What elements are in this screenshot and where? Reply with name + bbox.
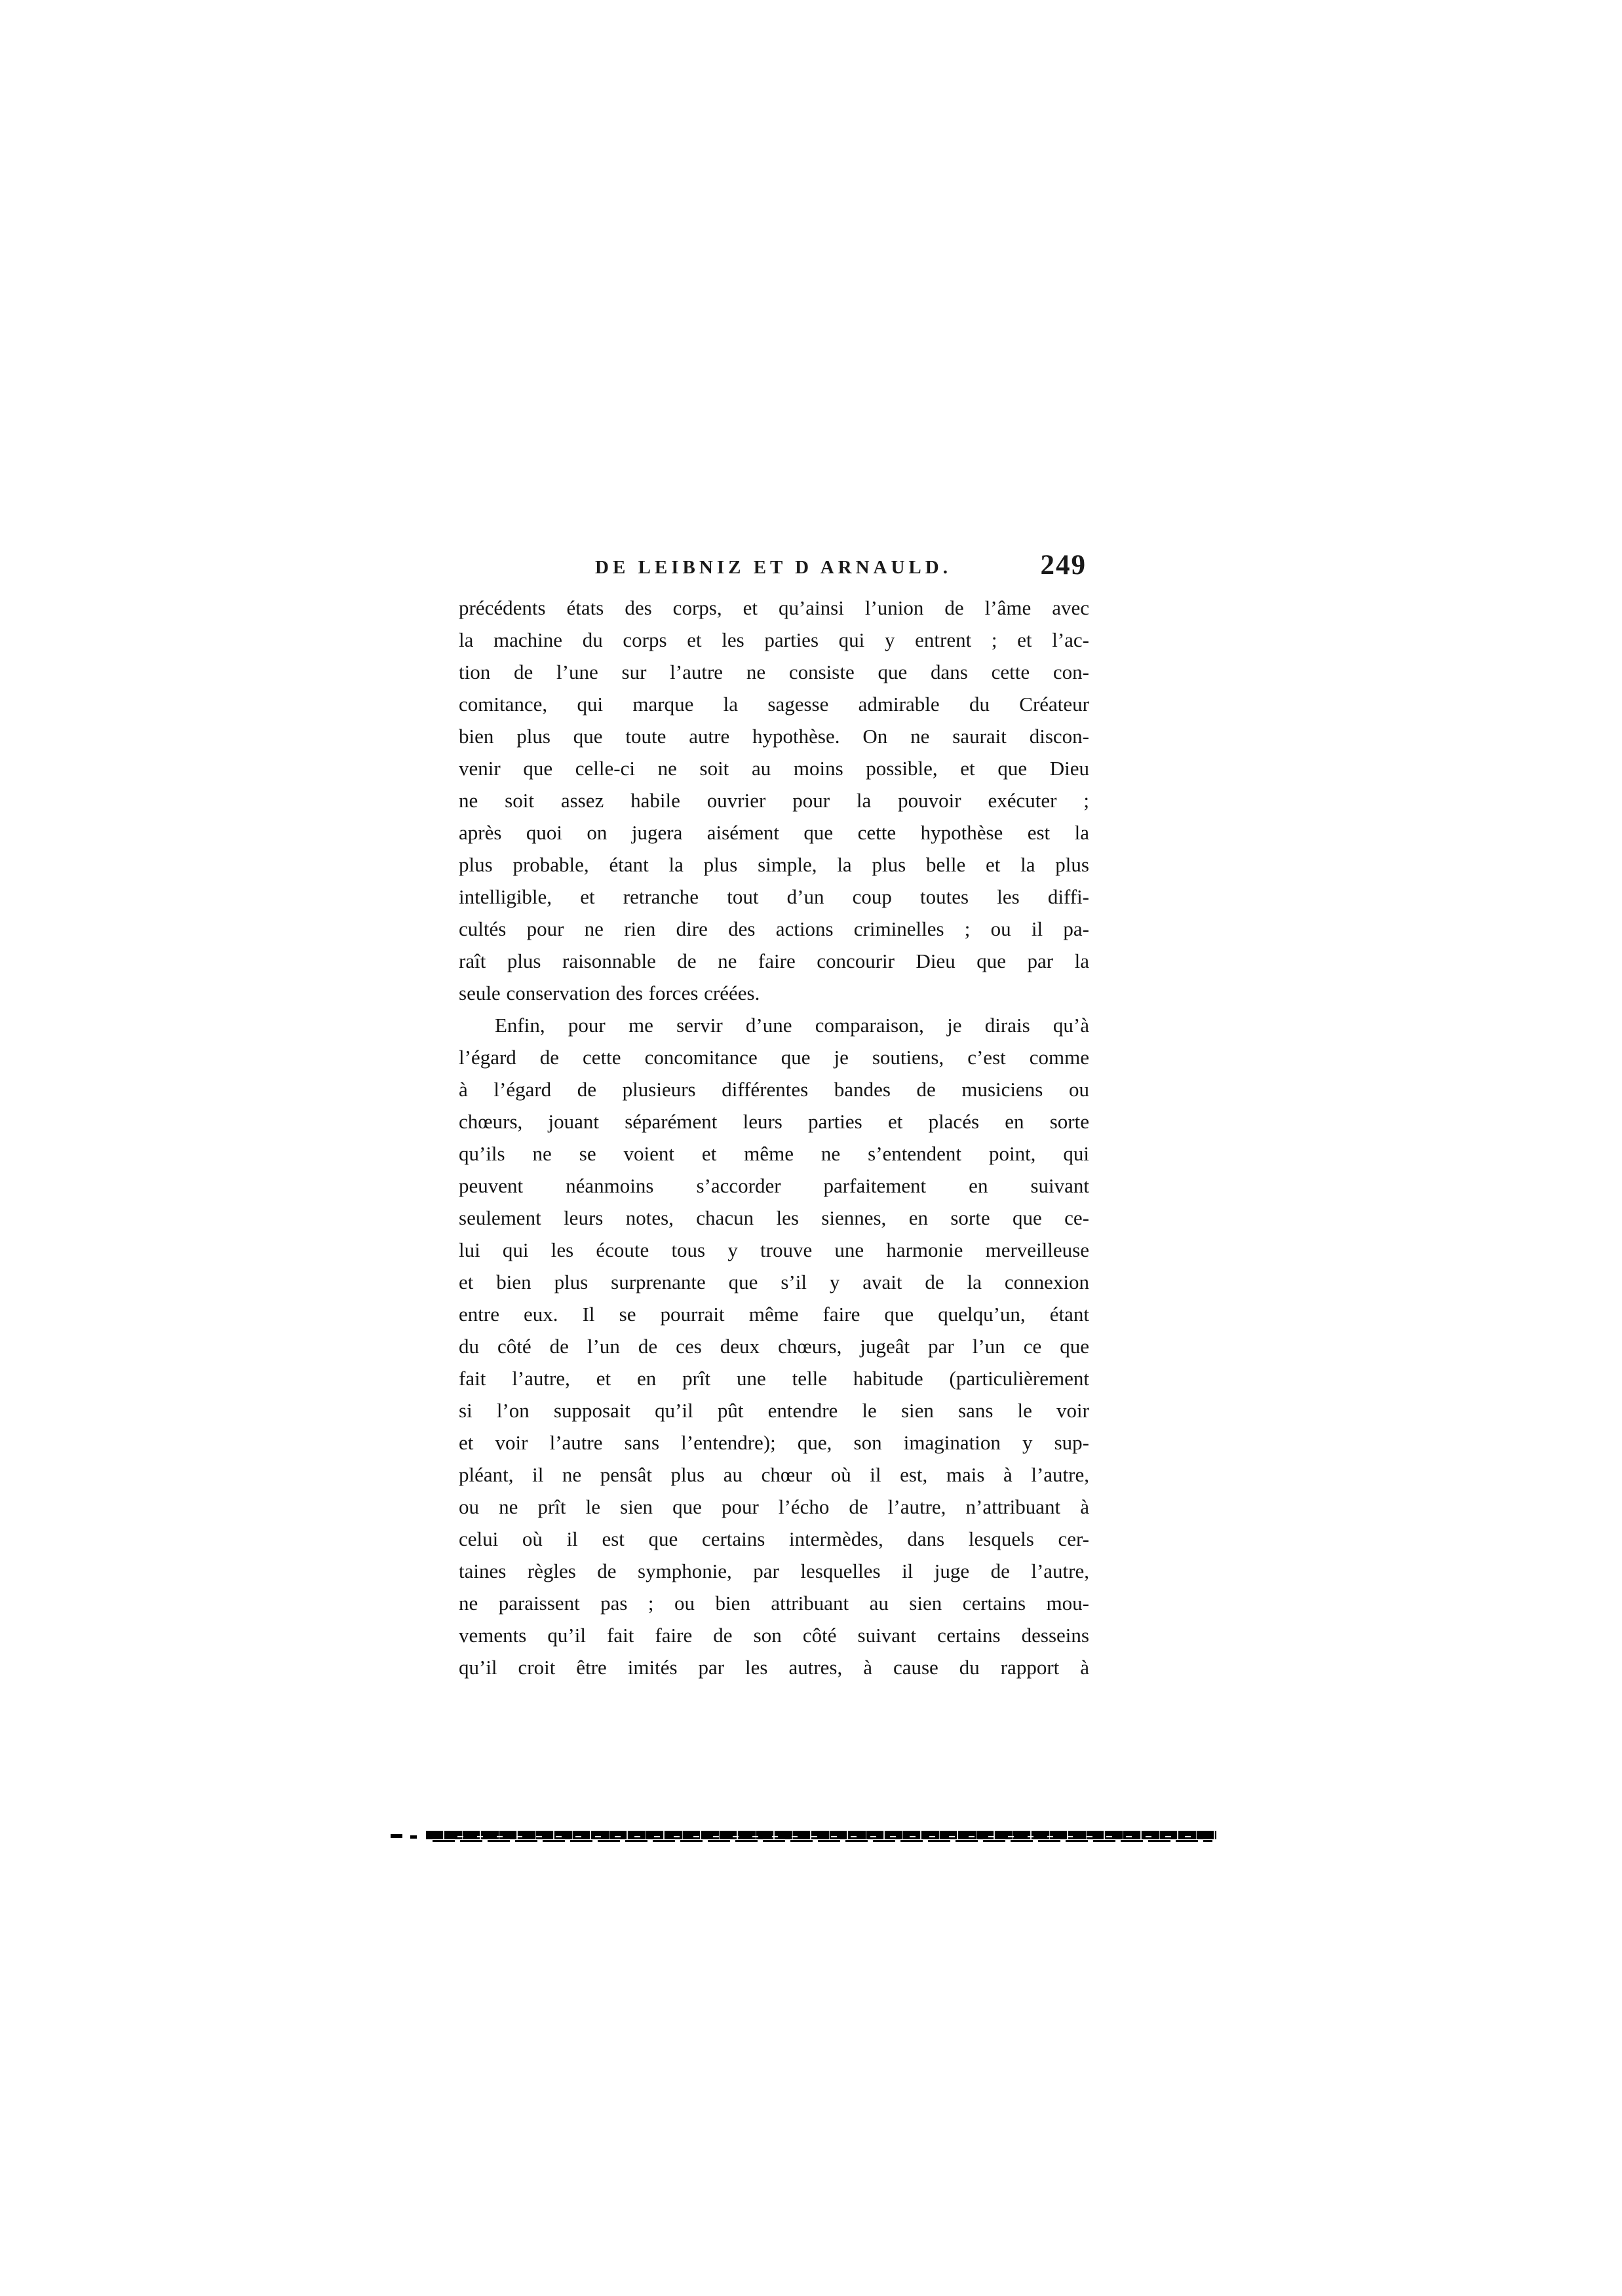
text-line: ne paraissent pas ; ou bien attribuant au sien certains mou-	[459, 1592, 1089, 1615]
text-line: qu’ils ne se voient et même ne s’entendent point, qui	[459, 1142, 1089, 1165]
text-line: peuvent néanmoins s’accorder parfaitement en suivant	[459, 1174, 1089, 1197]
text-line: chœurs, jouant séparément leurs parties et placés en sorte	[459, 1110, 1089, 1133]
text-line: après quoi on jugera aisément que cette hypothèse est la	[459, 821, 1089, 844]
running-header	[459, 552, 1088, 586]
text-line: pléant, il ne pensât plus au chœur où il est, mais à l’autre,	[459, 1463, 1089, 1486]
scan-speck	[410, 1835, 417, 1839]
text-line: à l’égard de plusieurs différentes bandes de musiciens ou	[459, 1078, 1089, 1101]
text-line: tion de l’une sur l’autre ne consiste que dans cette con-	[459, 660, 1089, 683]
text-line: celui où il est que certains intermèdes, dans lesquels cer-	[459, 1527, 1089, 1550]
text-line: ne soit assez habile ouvrier pour la pouvoir exécuter ;	[459, 789, 1089, 812]
text-line: la machine du corps et les parties qui y entrent ; et l’ac-	[459, 628, 1089, 651]
text-line: plus probable, étant la plus simple, la plus belle et la plus	[459, 853, 1089, 876]
text-line: et bien plus surprenante que s’il y avait de la connexion	[459, 1271, 1089, 1293]
running-header-title: DE LEIBNIZ ET D ARNAULD.	[595, 557, 952, 578]
text-line: bien plus que toute autre hypothèse. On ne saurait discon-	[459, 725, 1089, 748]
text-line: Enfin, pour me servir d’une comparaison, je dirais qu’à	[495, 1014, 1089, 1037]
text-line: précédents états des corps, et qu’ainsi l’union de l’âme avec	[459, 596, 1089, 619]
text-column	[459, 592, 1089, 1683]
text-line: ou ne prît le sien que pour l’écho de l’autre, n’attribuant à	[459, 1495, 1089, 1518]
text-line: taines règles de symphonie, par lesquelles il juge de l’autre,	[459, 1559, 1089, 1582]
scan-speck	[391, 1834, 402, 1838]
text-line: du côté de l’un de ces deux chœurs, jugeât par l’un ce que	[459, 1335, 1089, 1358]
text-line: fait l’autre, et en prît une telle habitude (particulièrement	[459, 1367, 1089, 1390]
paragraph	[459, 592, 1089, 1009]
text-line: raît plus raisonnable de ne faire concourir Dieu que par la	[459, 949, 1089, 972]
text-line: et voir l’autre sans l’entendre); que, son imagination y sup-	[459, 1431, 1089, 1454]
text-line: comitance, qui marque la sagesse admirable du Créateur	[459, 693, 1089, 716]
scan-ink-underline	[433, 1840, 1212, 1842]
text-line: venir que celle-ci ne soit au moins possible, et que Dieu	[459, 757, 1089, 780]
text-line: qu’il croit être imités par les autres, à cause du rapport à	[459, 1656, 1089, 1679]
text-line: entre eux. Il se pourrait même faire que quelqu’un, étant	[459, 1303, 1089, 1326]
text-line: cultés pour ne rien dire des actions criminelles ; ou il pa-	[459, 917, 1089, 940]
paragraph	[459, 1009, 1089, 1683]
text-line: seule conservation des forces créées.	[459, 982, 760, 1004]
text-line: si l’on supposait qu’il pût entendre le sien sans le voir	[459, 1399, 1089, 1422]
text-line: l’égard de cette concomitance que je soutiens, c’est comme	[459, 1046, 1089, 1069]
text-line: intelligible, et retranche tout d’un coup toutes les diffi-	[459, 885, 1089, 908]
text-line: seulement leurs notes, chacun les siennes, en sorte que ce-	[459, 1206, 1089, 1229]
scan-ink-band	[426, 1831, 1216, 1839]
page-number: 249	[1040, 550, 1087, 581]
text-line: vements qu’il fait faire de son côté suivant certains desseins	[459, 1624, 1089, 1647]
scan-ink-band-texture	[457, 1836, 1201, 1837]
text-line: lui qui les écoute tous y trouve une harmonie merveilleuse	[459, 1238, 1089, 1261]
